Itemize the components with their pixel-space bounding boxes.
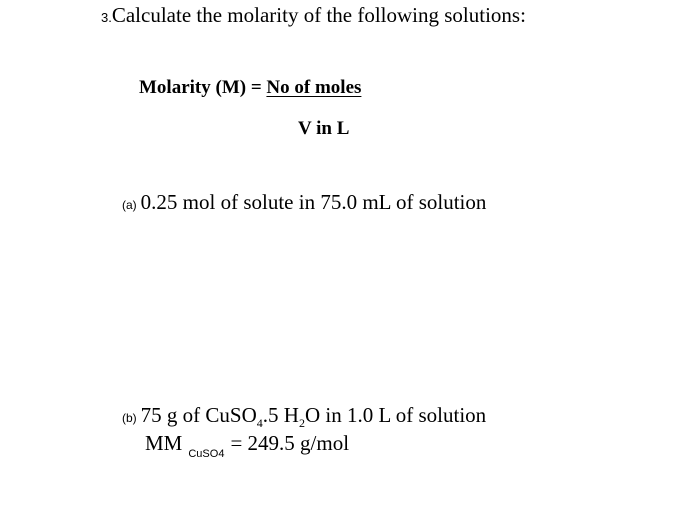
part-b-label: (b) xyxy=(122,411,137,425)
question-text: Calculate the molarity of the following solutions: xyxy=(111,3,526,27)
question-number: 3. xyxy=(101,10,112,25)
formula-denominator: V in L xyxy=(298,118,350,139)
part-b-text-2: .5 H xyxy=(262,403,299,427)
part-a xyxy=(122,190,486,215)
part-b-subscript-2: 2 xyxy=(298,416,305,430)
mm-subscript: CuSO4 xyxy=(188,448,225,460)
part-b-text-3: O in 1.0 L of solution xyxy=(304,403,487,427)
molar-mass-line xyxy=(145,431,350,460)
part-a-label: (a) xyxy=(122,198,137,212)
mm-value: = 249.5 g/mol xyxy=(230,431,350,455)
part-b xyxy=(122,403,486,428)
question-heading xyxy=(101,3,526,28)
part-b-text-1: 75 g of CuSO xyxy=(140,403,257,427)
formula-numerator: No of moles xyxy=(266,77,362,98)
mm-label: MM xyxy=(145,431,183,455)
part-b-subscript-1: 4 xyxy=(256,416,263,430)
part-a-text: 0.25 mol of solute in 75.0 mL of solution xyxy=(140,190,487,214)
molarity-formula xyxy=(139,77,361,99)
formula-lhs: Molarity (M) = xyxy=(139,77,267,98)
